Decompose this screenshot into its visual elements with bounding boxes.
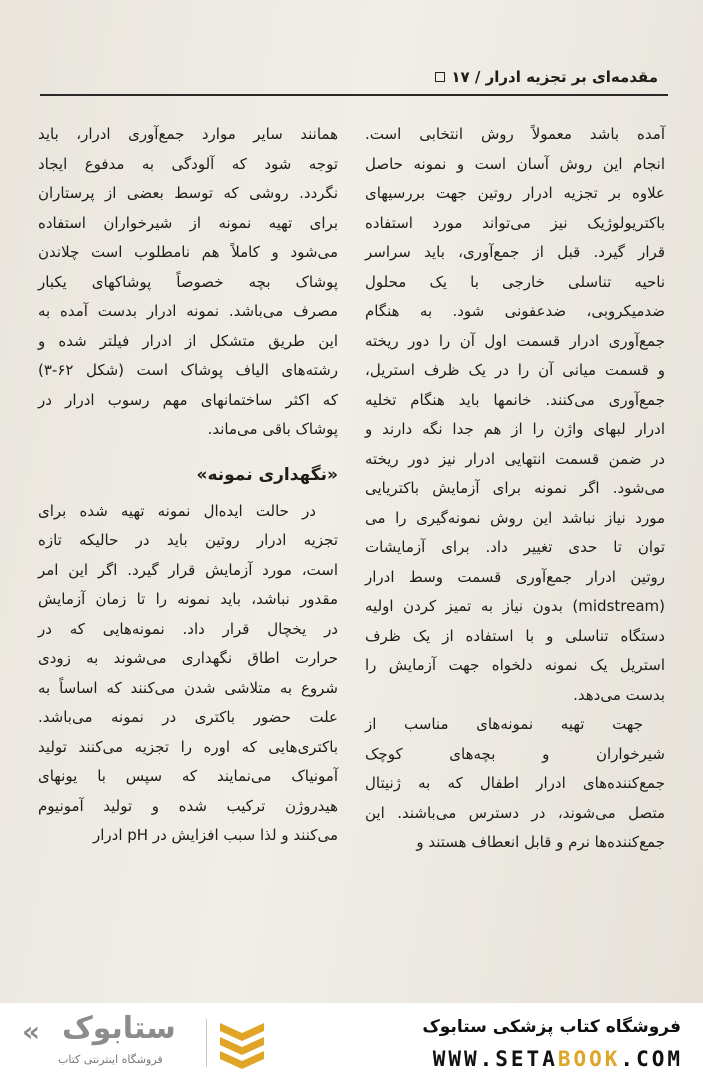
running-header xyxy=(40,62,668,96)
text-line: دستگاه تناسلی و با استفاده از یک ظرف xyxy=(365,626,665,645)
text-line: هیدروژن ترکیب شده و تولید آمونیوم xyxy=(38,796,338,815)
text-line: توجه شود که آلودگی به مدفوع ایجاد xyxy=(38,154,338,173)
text-line: انجام این روش آسان است و نمونه حاصل xyxy=(365,154,665,173)
text-line: توان تا حدی تغییر داد. برای آزمایشات xyxy=(365,538,665,556)
text-line: مورد نیاز نباشد این روش نمونه‌گیری را می xyxy=(365,508,665,527)
text-line: این طریق متشکل از ادرار فیلتر شده و xyxy=(38,331,338,350)
text-line: شیرخواران و بچه‌های کوچک xyxy=(365,744,665,763)
text-line: علاوه بر تجزیه ادرار روتین جهت بررسیهای xyxy=(365,184,665,202)
store-name: فروشگاه کتاب پزشکی ستابوک xyxy=(422,1017,681,1037)
text-line: پوشاک باقی می‌ماند. xyxy=(207,420,338,438)
text-line: ادرار لبهای واژن را از هم جدا نگه دارند و xyxy=(365,420,665,438)
text-line: همانند سایر موارد جمع‌آوری ادرار، باید xyxy=(38,125,338,143)
text-line: در حالت ایده‌ال نمونه تهیه شده برای xyxy=(38,501,316,520)
url-part-3: .COM xyxy=(620,1047,683,1071)
text-line: رشته‌های الیاف پوشاک است (شکل ۶۲-۳) xyxy=(38,361,338,379)
header-title-text: مقدمه‌ای بر تجزیه ادرار / ۱۷ xyxy=(451,68,658,86)
text-line: تجزیه ادرار روتین باید در حالیکه تازه xyxy=(38,531,338,549)
text-line: در یخچال قرار داد. نمونه‌هایی که در xyxy=(38,619,338,638)
text-line: ضدمیکروبی، ضدعفونی شود. به هنگام xyxy=(365,302,665,320)
double-chevron-icon: « xyxy=(22,1015,41,1048)
text-line: (midstream) بدون نیاز به تمیز کردن اولیه xyxy=(365,597,665,615)
text-line: جمع‌کننده‌های ادرار اطفال که به ژنیتال xyxy=(365,774,665,792)
logo-divider xyxy=(206,1019,207,1067)
text-line: پوشاک بچه خصوصاً پوشاکهای یکبار xyxy=(38,272,338,291)
text-line: جمع‌آوری می‌کنند. خانمها باید هنگام تخلیه xyxy=(365,390,665,409)
text-line: علت حضور باکتری در نمونه می‌باشد. xyxy=(38,708,338,726)
url-part-2: BOOK xyxy=(557,1047,621,1071)
text-line: مقدور نباشد، باید نمونه را تا زمان آزمایش xyxy=(38,590,338,608)
text-line: شروع به متلاشی شدن می‌کنند که اساساً به xyxy=(38,678,338,697)
text-line: جمع‌آوری ادرار قسمت اول آن را دور ریخته xyxy=(365,331,665,350)
left-column xyxy=(38,120,338,851)
header-title xyxy=(435,68,658,86)
logo-tagline: فروشگاه اینترنتی کتاب xyxy=(58,1053,163,1066)
text-line: که اکثر ساختمانهای مهم رسوب ادرار در xyxy=(38,390,338,409)
book-chevron-icon xyxy=(216,1017,268,1069)
text-line: آمده باشد معمولاً روش انتخابی است. xyxy=(365,125,665,143)
site-url[interactable] xyxy=(433,1047,683,1071)
text-line: می‌شود و کاملاً هم نامطلوب است چلاندن xyxy=(38,243,338,261)
text-line: قرار گیرد. قبل از جمع‌آوری، باید سراسر xyxy=(365,243,665,261)
text-line: باکتری‌هایی که اوره را تجزیه می‌کنند تولید xyxy=(38,737,338,756)
logo-word: ستابوک xyxy=(62,1011,176,1046)
text-line: متصل می‌شوند، در دسترس می‌باشند. این xyxy=(365,803,665,822)
text-line: نگردد. روشی که توسط بعضی از پرستاران xyxy=(38,184,338,202)
site-footer-banner xyxy=(0,1003,703,1080)
text-line: حرارت اطاق نگهداری می‌شوند به زودی xyxy=(38,649,338,667)
text-line: ناحیه تناسلی خارجی با یک محلول xyxy=(365,272,665,291)
text-line: است، مورد آزمایش قرار گیرد. اگر این امر xyxy=(38,560,338,579)
text-line: جهت تهیه نمونه‌های مناسب از xyxy=(365,715,643,733)
text-line: استریل یک نمونه دلخواه جهت آزمایش را xyxy=(365,656,665,674)
text-line: برای تهیه نمونه از شیرخواران استفاده xyxy=(38,213,338,232)
text-line: مصرف می‌باشد. نمونه ادرار بدست آمده به xyxy=(38,302,338,320)
text-line: می‌شود. اگر نمونه برای آزمایش باکتریایی xyxy=(365,479,665,497)
square-marker-icon xyxy=(435,72,445,82)
setabook-logo[interactable] xyxy=(18,1011,278,1073)
text-line: می‌کنند و لذا سبب افزایش در pH ادرار xyxy=(93,826,338,844)
text-line: و قسمت میانی آن را در یک ظرف استریل، xyxy=(365,361,665,379)
text-line: باکتریولوژیک نیز می‌تواند مورد استفاده xyxy=(365,213,665,232)
text-line: روتین ادرار جمع‌آوری قسمت وسط ادرار xyxy=(365,567,665,586)
text-line: جمع‌کننده‌ها نرم و قابل انعطاف هستند و xyxy=(416,833,665,851)
text-line: در ضمن قسمت انتهایی ادرار نیز دور ریخته xyxy=(365,449,665,468)
section-heading: «نگهداری نمونه» xyxy=(196,464,338,485)
text-line: بدست می‌دهد. xyxy=(573,685,665,704)
header-rule xyxy=(40,94,668,96)
text-line: آمونیاک می‌نمایند که سپس با یونهای xyxy=(38,767,338,785)
right-column xyxy=(365,120,665,858)
url-part-1: WWW.SETA xyxy=(432,1047,558,1071)
